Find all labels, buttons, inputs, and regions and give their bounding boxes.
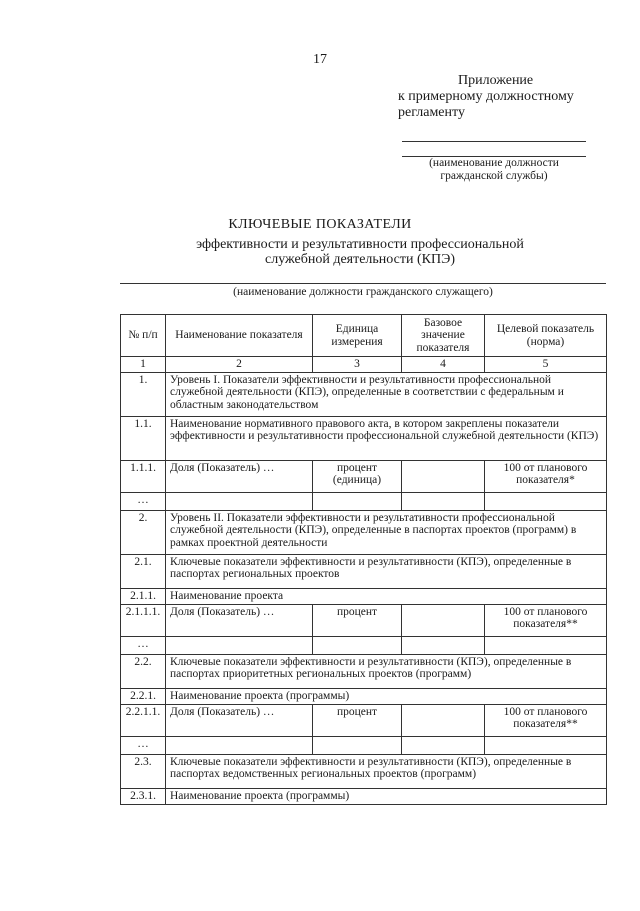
table-header-row bbox=[121, 315, 607, 357]
indicator-unit: процент bbox=[313, 604, 402, 636]
signature-line-1 bbox=[402, 141, 586, 142]
row-number: 1.1. bbox=[121, 416, 166, 460]
row-text: Наименование проекта (программы) bbox=[166, 788, 607, 804]
row-number: 1.1.1. bbox=[121, 460, 166, 492]
table-row bbox=[121, 788, 607, 804]
position-caption-line-1: (наименование должности bbox=[429, 157, 559, 169]
indicator-name bbox=[166, 636, 313, 654]
header-target: Целевой показатель (норма) bbox=[485, 315, 607, 357]
row-number: … bbox=[121, 492, 166, 510]
table-row bbox=[121, 688, 607, 704]
row-number: 2.1. bbox=[121, 554, 166, 588]
indicator-name: Доля (Показатель) … bbox=[166, 460, 313, 492]
position-caption bbox=[402, 157, 586, 183]
row-number: 2.2.1.1. bbox=[121, 704, 166, 736]
row-number: 2. bbox=[121, 510, 166, 554]
indicator-target: 100 от планового показателя** bbox=[485, 604, 607, 636]
indicator-base bbox=[402, 604, 485, 636]
row-text: Ключевые показатели эффективности и результативности (КПЭ), определенные в паспортах приоритетных региональных проектов (программ) bbox=[166, 654, 607, 688]
appendix-heading bbox=[398, 73, 618, 121]
column-number-row bbox=[121, 357, 607, 373]
table-row bbox=[121, 372, 607, 416]
column-number: 5 bbox=[485, 357, 607, 373]
row-number: 2.2.1. bbox=[121, 688, 166, 704]
table-row bbox=[121, 416, 607, 460]
indicator-base bbox=[402, 736, 485, 754]
row-number: 2.1.1.1. bbox=[121, 604, 166, 636]
column-number: 2 bbox=[166, 357, 313, 373]
table-row bbox=[121, 588, 607, 604]
table-row bbox=[121, 736, 607, 754]
table-row bbox=[121, 754, 607, 788]
row-text: Ключевые показатели эффективности и результативности (КПЭ), определенные в паспортах ведомственных региональных проектов (программ) bbox=[166, 754, 607, 788]
table-row bbox=[121, 492, 607, 510]
row-number: 2.1.1. bbox=[121, 588, 166, 604]
indicator-name bbox=[166, 492, 313, 510]
document-title: КЛЮЧЕВЫЕ ПОКАЗАТЕЛИ bbox=[228, 217, 412, 232]
row-number: 1. bbox=[121, 372, 166, 416]
row-number: 2.3. bbox=[121, 754, 166, 788]
appendix-line-3: регламенту bbox=[398, 105, 465, 120]
table-row bbox=[121, 704, 607, 736]
indicator-base bbox=[402, 460, 485, 492]
row-text: Уровень II. Показатели эффективности и результативности профессиональной служебной деятельности (КПЭ), определенные в паспортах проектов (программ) в рамках проектной деятельности bbox=[166, 510, 607, 554]
appendix-title: Приложение bbox=[458, 73, 534, 88]
indicator-unit: процент (единица) bbox=[313, 460, 402, 492]
header-unit: Единица измерения bbox=[313, 315, 402, 357]
page-number: 17 bbox=[313, 52, 327, 67]
subtitle-line-1: эффективности и результативности профессиональной bbox=[196, 237, 524, 252]
row-text: Ключевые показатели эффективности и результативности (КПЭ), определенные в паспортах региональных проектов bbox=[166, 554, 607, 588]
table-row bbox=[121, 654, 607, 688]
indicator-target bbox=[485, 636, 607, 654]
row-number: 2.2. bbox=[121, 654, 166, 688]
employee-position-line bbox=[120, 283, 606, 284]
kpi-table bbox=[120, 314, 607, 805]
indicator-unit bbox=[313, 736, 402, 754]
row-number: … bbox=[121, 636, 166, 654]
indicator-base bbox=[402, 492, 485, 510]
indicator-target bbox=[485, 736, 607, 754]
column-number: 4 bbox=[402, 357, 485, 373]
indicator-name: Доля (Показатель) … bbox=[166, 704, 313, 736]
table-row bbox=[121, 604, 607, 636]
subtitle-line-2: служебной деятельности (КПЭ) bbox=[265, 252, 455, 267]
row-number: … bbox=[121, 736, 166, 754]
position-caption-line-2: гражданской службы) bbox=[440, 170, 548, 182]
row-text: Наименование проекта bbox=[166, 588, 607, 604]
document-subtitle bbox=[180, 237, 540, 267]
employee-caption: (наименование должности гражданского служащего) bbox=[233, 286, 493, 298]
column-number: 1 bbox=[121, 357, 166, 373]
table-row bbox=[121, 554, 607, 588]
indicator-base bbox=[402, 636, 485, 654]
indicator-name bbox=[166, 736, 313, 754]
indicator-target: 100 от планового показателя** bbox=[485, 704, 607, 736]
column-number: 3 bbox=[313, 357, 402, 373]
indicator-target: 100 от планового показателя* bbox=[485, 460, 607, 492]
row-text: Уровень I. Показатели эффективности и результативности профессиональной служебной деятельности (КПЭ), определенные в соответствии с федеральным и областным законодательством bbox=[166, 372, 607, 416]
row-text: Наименование нормативного правового акта, в котором закреплены показатели эффективности и результативности профессиональной служебной деятельности (КПЭ) bbox=[166, 416, 607, 460]
indicator-target bbox=[485, 492, 607, 510]
row-text: Наименование проекта (программы) bbox=[166, 688, 607, 704]
table-row bbox=[121, 510, 607, 554]
table-row bbox=[121, 460, 607, 492]
header-num: № п/п bbox=[121, 315, 166, 357]
row-number: 2.3.1. bbox=[121, 788, 166, 804]
table-row bbox=[121, 636, 607, 654]
header-base: Базовое значение показателя bbox=[402, 315, 485, 357]
appendix-line-2: к примерному должностному bbox=[398, 89, 574, 104]
indicator-base bbox=[402, 704, 485, 736]
indicator-unit: процент bbox=[313, 704, 402, 736]
indicator-name: Доля (Показатель) … bbox=[166, 604, 313, 636]
indicator-unit bbox=[313, 636, 402, 654]
header-name: Наименование показателя bbox=[166, 315, 313, 357]
indicator-unit bbox=[313, 492, 402, 510]
